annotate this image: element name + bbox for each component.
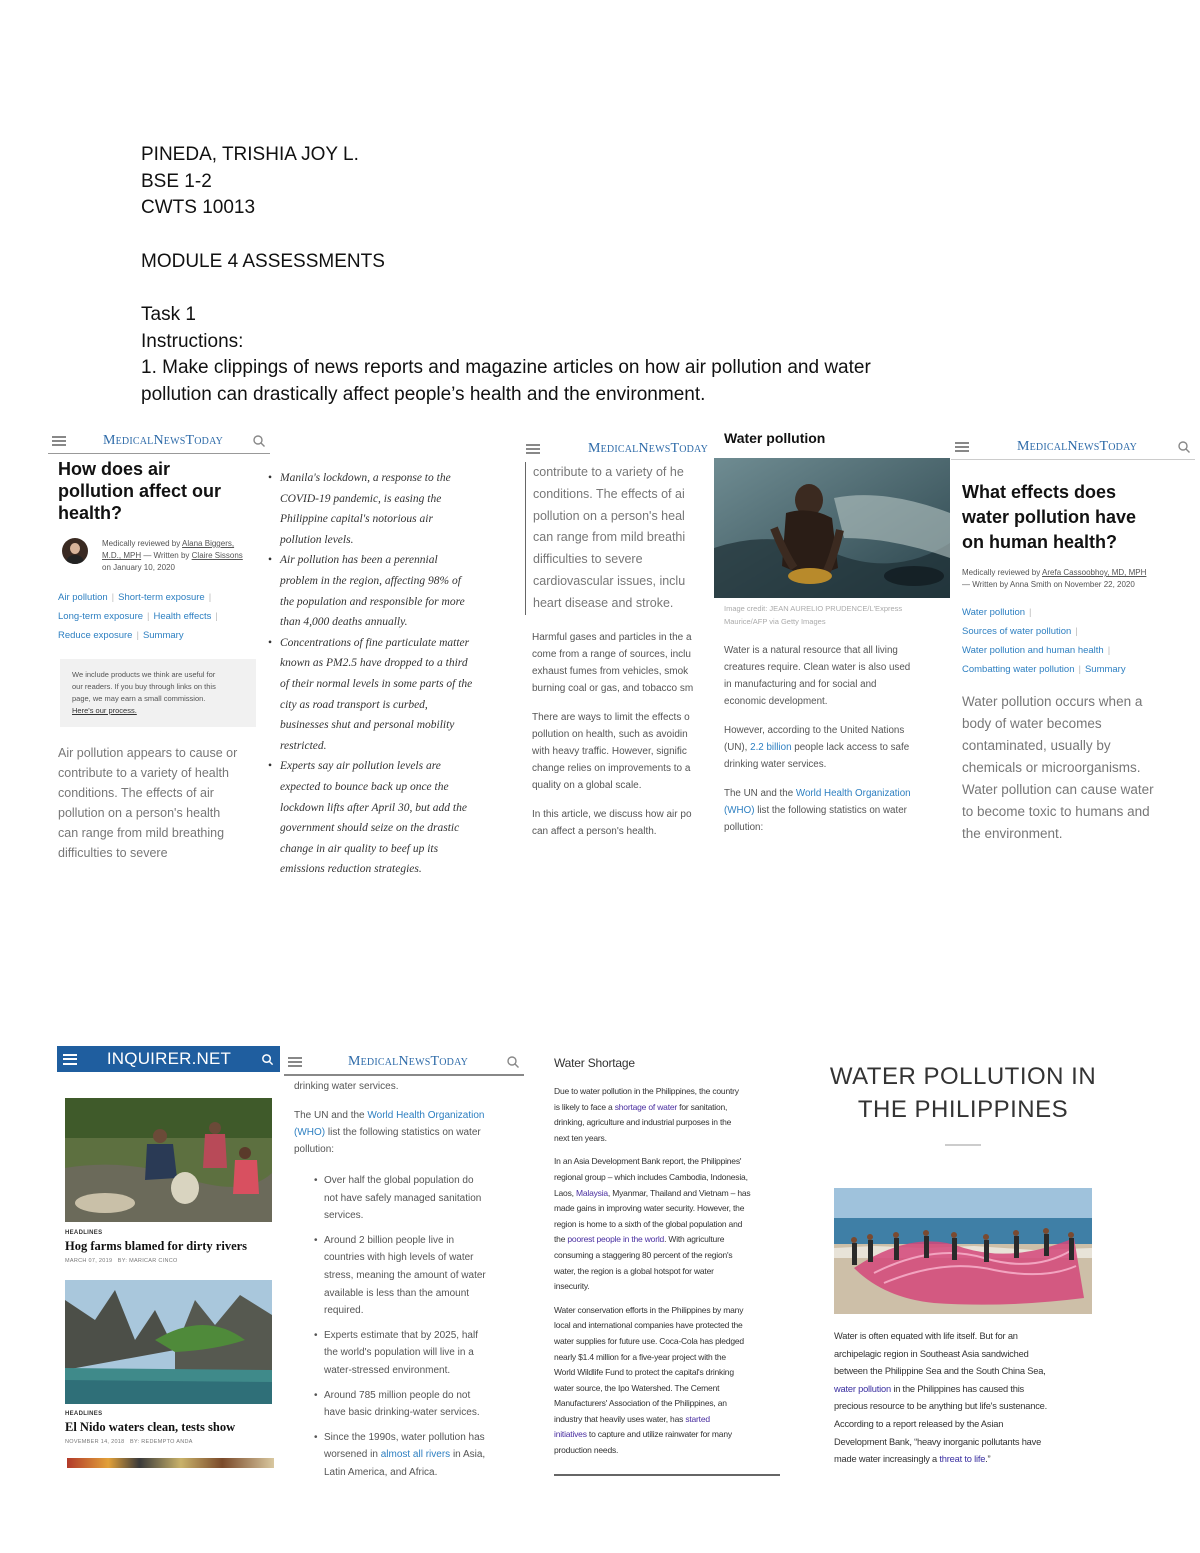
inquirer-header-bar [57, 1046, 280, 1072]
toc-link[interactable]: Water pollution [962, 607, 1026, 618]
headline-kicker: HEADLINES [65, 1411, 103, 1417]
poorest-link[interactable]: poorest people in the world [567, 1234, 665, 1245]
river-cleanup-photo [65, 1098, 272, 1222]
table-of-contents: Air pollution | Short-term exposure | Long-term exposure | Health effects | Reduce exposure | Summary [58, 592, 218, 641]
headline-meta: NOVEMBER 14, 2018 BY: REDEMPTO ANDA [65, 1439, 193, 1445]
byline: Medically reviewed by Alana Biggers, M.D., MPH — Written by Claire Sissons on January 10, 2020 [102, 539, 243, 572]
fishing-net-photo [834, 1188, 1092, 1314]
affiliate-disclaimer: We include products we think are useful for our readers. If you buy through links on this page, we may earn a small commission. Here's our process. [60, 659, 256, 727]
article-paragraph: There are ways to limit the effects o pollution on health, such as avoidin with heavy traffic. However, signific change relies on improvements to a quality on a global scale. [532, 711, 691, 791]
who-link[interactable]: (WHO) [724, 805, 755, 816]
clipping-manila-lockdown [268, 468, 520, 883]
article-paragraph: The UN and the World Health Organization (WHO) list the following statistics on water pollution: [724, 788, 911, 833]
article-paragraph: In this article, we discuss how air po can affect a person's health. [532, 808, 692, 837]
article-paragraph: Water conservation efforts in the Philippines by many local and international companies have protected the water supplies for future use. Coca-Cola has pledged nearly $1.4 million for a five-year project with the World Wildlife Fund to protect the capital's drinking water source, the Ipo Watershed. The Cement Manufacturers' Association of the Philippines, an industry that heavily uses water, has started initiatives to capture and utilize rainwater for many production needs. [554, 1304, 744, 1456]
title-divider [945, 1144, 981, 1146]
toc-link[interactable]: Summary [1084, 664, 1126, 675]
mnt-header-bar [522, 436, 712, 462]
instructions-label: Instructions: [141, 330, 244, 352]
shortage-link[interactable]: shortage of water [614, 1101, 678, 1112]
instruction-line-1: 1. Make clippings of news reports and magazine articles on how air pollution and water [141, 357, 871, 378]
who-link[interactable]: (WHO) [294, 1127, 326, 1138]
task-label: Task 1 [141, 304, 196, 325]
statistic-item: • Around 785 million people do not have basic drinking-water services. [314, 1387, 524, 1422]
malaysia-link[interactable]: Malaysia [575, 1187, 608, 1198]
article-title-line: water pollution have [962, 507, 1137, 527]
clipping-water-pollution-philippines [826, 1060, 1100, 1480]
article-title-line: on human health? [962, 532, 1117, 552]
article-paragraph: The UN and the World Health Organization (WHO) list the following statistics on water pollution: [294, 1110, 485, 1155]
headline-meta: MARCH 07, 2019 BY: MARICAR CINCO [65, 1258, 178, 1264]
clipping-air-pollution-health [48, 428, 270, 858]
initiatives-link[interactable]: started [685, 1413, 710, 1424]
statistic-item: • Experts estimate that by 2025, half the world's population will live in a water-stressed environment. [314, 1327, 524, 1380]
image-credit: Image credit: JEAN AURELIO PRUDENCE/L'Express Maurice/AFP via Getty Images [724, 604, 903, 626]
statistic-item: • Since the 1990s, water pollution has worsened in almost all rivers in Asia, Latin America, and Africa. [314, 1429, 524, 1482]
article-paragraph: Harmful gases and particles in the a come from a range of sources, inclu exhaust fumes from vehicles, smok burning coal or gas, and tobacco sm [532, 631, 694, 694]
article-body: Water pollution occurs when a body of water becomes contaminated, usually by chemicals or microorganisms. Water pollution can cause water to become toxic to humans and the environment. [962, 694, 1154, 841]
toc-link[interactable]: Short-term exposure [118, 592, 205, 603]
article-paragraph: Water is a natural resource that all living creatures require. Clean water is also used in manufacturing and for social and economic development. [724, 645, 911, 707]
module-title: MODULE 4 ASSESSMENTS [141, 250, 385, 272]
byline: Medically reviewed by Arefa Cassoobhoy, MD, MPH — Written by Anna Smith on November 22, 2020 [962, 568, 1147, 589]
headline-kicker: HEADLINES [65, 1230, 103, 1236]
toc-link[interactable]: Reduce exposure [58, 630, 133, 641]
article-paragraph: Due to water pollution in the Philippines, the country is likely to face a shortage of water for sanitation, drinking, agriculture and industrial purposes in the next ten years. [554, 1086, 739, 1143]
threat-link[interactable]: threat to life [939, 1454, 986, 1465]
author-avatar [62, 538, 88, 564]
who-link[interactable]: World Health Organization [795, 788, 911, 799]
toc-link[interactable]: Health effects [153, 611, 212, 622]
who-link[interactable]: World Health Organization [367, 1110, 485, 1121]
toc-link[interactable]: Air pollution [58, 592, 108, 603]
clipping-air-pollution-continued [522, 436, 712, 856]
mnt-logo: MedicalNewsToday [587, 441, 708, 456]
mnt-logo: MedicalNewsToday [1016, 438, 1138, 454]
mnt-header-bar [48, 428, 270, 454]
hamburger-menu-icon [288, 1057, 302, 1067]
article-paragraph: Water is often equated with life itself. But for an archipelagic region in Southeast Asia sandwiched between the Philippine Sea and the South China Sea, water pollution in the Philippines has caused this precious resource to be anything but life's sustenance. According to a report released by the Asian Development Bank, “heavy inorganic pollutants have made water increasingly a threat to life.” [834, 1331, 1048, 1465]
student-section: BSE 1-2 [141, 170, 212, 192]
mnt-logo: MedicalNewsToday [102, 432, 224, 448]
article-title-line: What effects does [962, 482, 1117, 502]
hamburger-menu-icon [63, 1054, 77, 1065]
assessment-header [141, 142, 1101, 408]
article-title: WATER POLLUTION IN THE PHILIPPINES [829, 1063, 1097, 1123]
continued-text: drinking water services. [294, 1081, 399, 1092]
photo-strip [67, 1458, 274, 1468]
clipping-water-pollution-health [951, 434, 1195, 856]
toc-link[interactable]: Sources of water pollution [962, 626, 1072, 637]
article-paragraph: In an Asia Development Bank report, the Philippines' regional group – which includes Cambodia, Indonesia, Laos, Malaysia, Myanmar, Thailand and Vietnam – has made gains in improving water security. However, the region is home to a sixth of the global population and the poorest people in the world. With agriculture consuming a staggering 80 percent of the region's water, the region is a global hotspot for water insecurity. [554, 1156, 751, 1292]
rivers-link[interactable]: almost all rivers [380, 1449, 451, 1461]
section-title: Water pollution [724, 430, 826, 446]
article-title-line: pollution affect our [58, 481, 221, 501]
mnt-header-bar [951, 434, 1195, 460]
clipping-inquirer-headlines [57, 1046, 280, 1474]
statistic-item: • Over half the global population do not have safely managed sanitation services. [314, 1172, 524, 1225]
toc-link[interactable]: Summary [142, 630, 184, 641]
mnt-logo: MedicalNewsToday [347, 1054, 469, 1069]
statistic-item: • Around 2 billion people live in countries with high levels of water stress, meaning the amount of water available is less than the amount required. [314, 1232, 524, 1320]
instruction-line-2: pollution can drastically affect people’s health and the environment. [141, 383, 706, 405]
process-link[interactable]: Here's our process. [72, 706, 137, 715]
bullet-item: • Concentrations of fine particulate matter known as PM2.5 have dropped to a third of their normal levels in some parts of the city as road transport is curbed, businesses shut and personal mobility restricted. [268, 633, 520, 757]
statistics-list [314, 1172, 524, 1482]
bullet-item: • Experts say air pollution levels are expected to bounce back up once the lockdown lifts after April 30, but add the government should seize on the drastic change in air quality to beef up its emissions reduction strategies. [268, 756, 520, 880]
article-body: contribute to a variety of he conditions. The effects of ai pollution on a person's heal can range from mild breathi difficulties to severe cardiovascular issues, inclu heart disease and stroke. [533, 465, 686, 610]
bullet-item: • Air pollution has been a perennial problem in the region, affecting 98% of the population and responsible for more than 4,000 deaths annually. [268, 550, 520, 632]
mnt-header-bar [284, 1050, 524, 1076]
hamburger-menu-icon [526, 444, 540, 454]
clipping-water-shortage [552, 1054, 784, 1480]
el-nido-photo [65, 1280, 272, 1404]
article-title-line: health? [58, 503, 123, 523]
stat-link[interactable]: 2.2 billion [750, 742, 792, 753]
headline-link[interactable]: Hog farms blamed for dirty rivers [65, 1239, 248, 1253]
photo-illustration [714, 458, 950, 598]
reviewer-link[interactable]: Alana Biggers, [182, 539, 235, 548]
polluted-water-photo [714, 458, 950, 598]
clipping-water-pollution-photo [714, 426, 950, 856]
student-name: PINEDA, TRISHIA JOY L. [141, 144, 359, 165]
headline-link[interactable]: El Nido waters clean, tests show [65, 1420, 236, 1434]
clipping-who-statistics [284, 1050, 524, 1482]
article-paragraph: However, according to the United Nations (UN), 2.2 billion people lack access to safe drinking water services. [724, 725, 910, 770]
toc-link[interactable]: Long-term exposure [58, 611, 144, 622]
search-icon [1177, 440, 1191, 454]
inquirer-logo: INQUIRER.NET [106, 1049, 232, 1068]
article-title-line: How does air [58, 459, 171, 479]
search-icon [261, 1053, 274, 1066]
bullet-item: • Manila's lockdown, a response to the COVID-19 pandemic, is easing the Philippine capital's notorious air pollution levels. [268, 468, 520, 550]
table-of-contents: Water pollution | Sources of water pollution | Water pollution and human health | Combatting water pollution | Summary [962, 607, 1126, 675]
hamburger-menu-icon [955, 442, 969, 452]
initiatives-link[interactable]: initiatives [554, 1429, 587, 1440]
search-icon [252, 434, 266, 448]
writer-link[interactable]: Claire Sissons [191, 551, 243, 560]
reviewer-link[interactable]: Arefa Cassoobhoy, MD, MPH [1042, 568, 1147, 577]
hamburger-menu-icon [52, 436, 66, 446]
water-pollution-link[interactable]: water pollution [834, 1383, 891, 1394]
bullet-list [268, 468, 520, 880]
toc-link[interactable]: Water pollution and human health [962, 645, 1104, 656]
course-code: CWTS 10013 [141, 197, 256, 218]
article-body: Air pollution appears to cause or contribute to a variety of health conditions. The effects of air pollution on a person's health can range from mild breathing difficulties to severe [58, 746, 238, 858]
divider [554, 1474, 780, 1476]
section-title: Water Shortage [554, 1056, 635, 1070]
search-icon [506, 1055, 520, 1069]
toc-link[interactable]: Combatting water pollution [962, 664, 1075, 675]
